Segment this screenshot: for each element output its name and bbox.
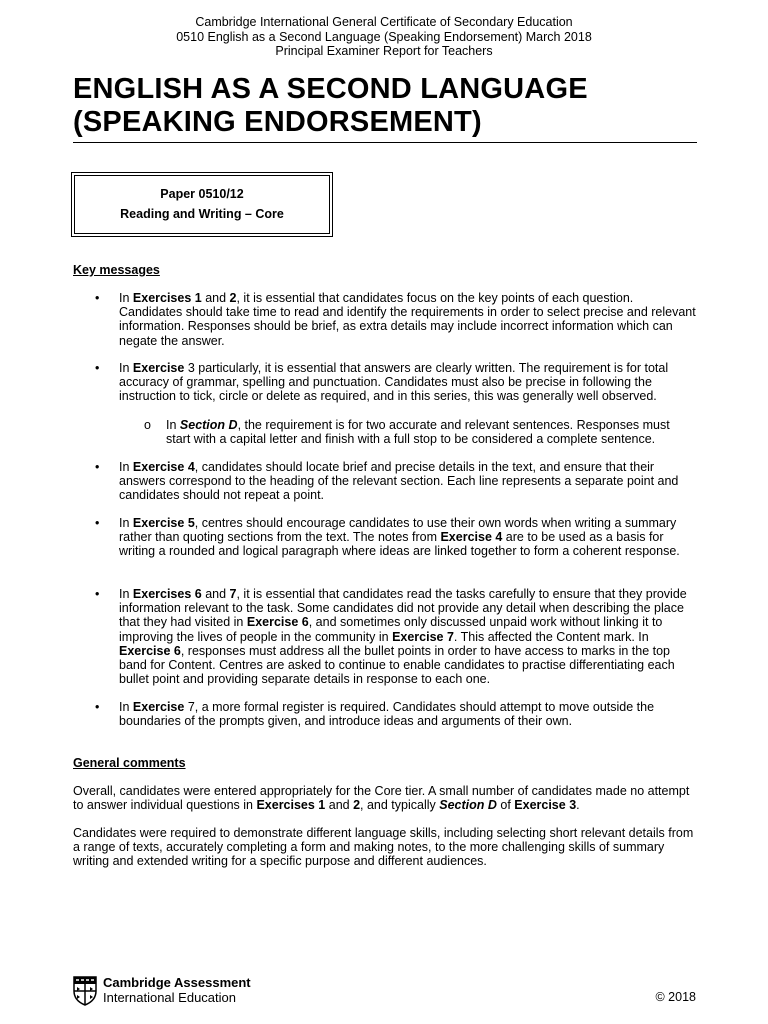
bullet-text: [119, 460, 697, 503]
text-run: , it is essential that candidates read the tasks carefully to ensure that they provide information relevant to the task. Some candidates did not provide any detail when describing the place that they had visited in: [119, 587, 687, 630]
bold-run: Exercise 6: [246, 615, 309, 630]
sub-bullet-text: [166, 418, 697, 446]
page-title: [73, 73, 588, 139]
bold-run: Exercise: [132, 700, 185, 714]
logo-text: [103, 975, 251, 1005]
bullet-text: [119, 516, 697, 559]
text-run: Candidates were required to demonstrate different language skills, including selecting short relevant details from a range of texts, accurately completing a form and making notes, to the more challenging skills of summary writing and extended writing for a specific purpose and different audiences.: [73, 826, 694, 869]
text-run: , and sometimes only discussed unpaid work without linking it to improving the lives of people in the community in: [119, 615, 663, 644]
bold-run: 2: [353, 798, 361, 813]
text-run: In: [119, 587, 133, 601]
bold-run: Section D: [179, 418, 238, 432]
text-run: In: [119, 516, 133, 530]
bullet-symbol: •: [95, 516, 100, 530]
text-run: and: [201, 291, 230, 305]
paper-code: Paper 0510/12: [160, 187, 244, 201]
bold-run: Exercise 3: [514, 798, 577, 813]
header-line-2: 0510 English as a Second Language (Speaking Endorsement) March 2018: [176, 29, 592, 44]
bullet-text: [119, 587, 697, 686]
bold-run: Exercises 6: [132, 587, 202, 601]
logo-line-1: Cambridge Assessment: [103, 975, 251, 990]
text-run: In: [166, 418, 180, 432]
text-run: , the requirement is for two accurate and relevant sentences. Responses must start with a capital letter and finish with a full stop to be considered a complete sentence.: [166, 418, 670, 447]
bullet-text: [119, 291, 697, 348]
bold-run: Section D: [439, 798, 497, 813]
copyright: © 2018: [655, 990, 696, 1004]
paragraph: [73, 784, 697, 812]
general-comments-heading: General comments: [73, 756, 186, 770]
bold-run: Exercise 5: [132, 516, 195, 530]
text-run: , it is essential that candidates focus on the key points of each question. Candidates should take time to read and identify the requirements in order to select precise and relevant information. Responses should be brief, as extra details may include incorrect information which can negate the answer.: [119, 291, 696, 348]
title-rule: [73, 142, 697, 143]
bold-run: Exercise 6: [119, 643, 181, 658]
text-run: of: [496, 798, 515, 813]
document-header: [0, 15, 768, 59]
header-line-1: Cambridge International General Certificate of Secondary Education: [195, 15, 573, 29]
bullet-symbol: •: [95, 361, 100, 375]
text-run: , and typically: [360, 798, 440, 813]
text-run: In: [119, 460, 133, 474]
bold-run: Exercises 1: [132, 291, 202, 305]
bullet-symbol: •: [95, 587, 100, 601]
text-run: 7, a more formal register is required. Candidates should attempt to move outside the boundaries of the prompts given, and introduce ideas and arguments of their own.: [119, 700, 655, 729]
paper-box: [71, 172, 333, 237]
title-line-2: (SPEAKING ENDORSEMENT): [73, 106, 482, 138]
text-run: , candidates should locate brief and precise details in the text, and ensure that their answers correspond to the heading of the relevant section. Each line represents a separate point and candidates should not repeat a point.: [119, 460, 679, 503]
header-line-3: Principal Examiner Report for Teachers: [275, 44, 493, 58]
paper-box-inner: [74, 175, 330, 234]
text-run: 3 particularly, it is essential that answers are clearly written. The requirement is for total accuracy of grammar, spelling and punctuation. Candidates must also be precise in following the instruction to tick, circle or delete as required, and in this series, this was generally well observed.: [119, 361, 669, 404]
title-line-1: ENGLISH AS A SECOND LANGUAGE: [73, 73, 588, 105]
text-run: In: [119, 291, 133, 305]
paper-name: Reading and Writing – Core: [120, 207, 284, 221]
bold-run: Exercise: [132, 361, 185, 375]
bullet-text: [119, 361, 697, 404]
text-run: are to be used as a basis for writing a rounded and logical paragraph where ideas are linked together to form a coherent response.: [119, 530, 680, 559]
bullet-text: [119, 700, 697, 728]
bold-run: Exercise 4: [132, 460, 195, 474]
bold-run: 7: [229, 587, 237, 601]
text-run: and: [201, 587, 230, 601]
text-run: , centres should encourage candidates to use their own words when writing a summary rather than quoting sections from the text. The notes from: [119, 516, 677, 545]
paragraph: [73, 826, 697, 869]
sub-bullet-symbol: o: [144, 418, 151, 432]
bullet-symbol: •: [95, 460, 100, 474]
bold-run: 2: [229, 291, 237, 305]
bullet-symbol: •: [95, 291, 100, 305]
bold-run: Exercises 1: [256, 798, 326, 813]
logo-line-2: International Education: [103, 990, 236, 1005]
cambridge-shield-icon: [73, 976, 97, 1006]
bold-run: Exercise 7: [392, 629, 454, 644]
text-run: and: [325, 798, 354, 813]
text-run: . This affected the Content mark. In: [453, 629, 649, 644]
text-run: In: [119, 361, 133, 375]
text-run: , responses must address all the bullet points in order to have access to marks in the top band for Content. Centres are asked to continue to enable candidates to practise differentiating each bullet point and providing separate details in response to each one.: [119, 643, 675, 687]
bullet-symbol: •: [95, 700, 100, 714]
text-run: Overall, candidates were entered appropriately for the Core tier. A small number of candidates made no attempt to answer individual questions in: [73, 784, 690, 813]
key-messages-heading: Key messages: [73, 263, 160, 277]
bold-run: Exercise 4: [440, 530, 503, 545]
text-run: In: [119, 700, 133, 714]
text-run: .: [576, 798, 580, 813]
